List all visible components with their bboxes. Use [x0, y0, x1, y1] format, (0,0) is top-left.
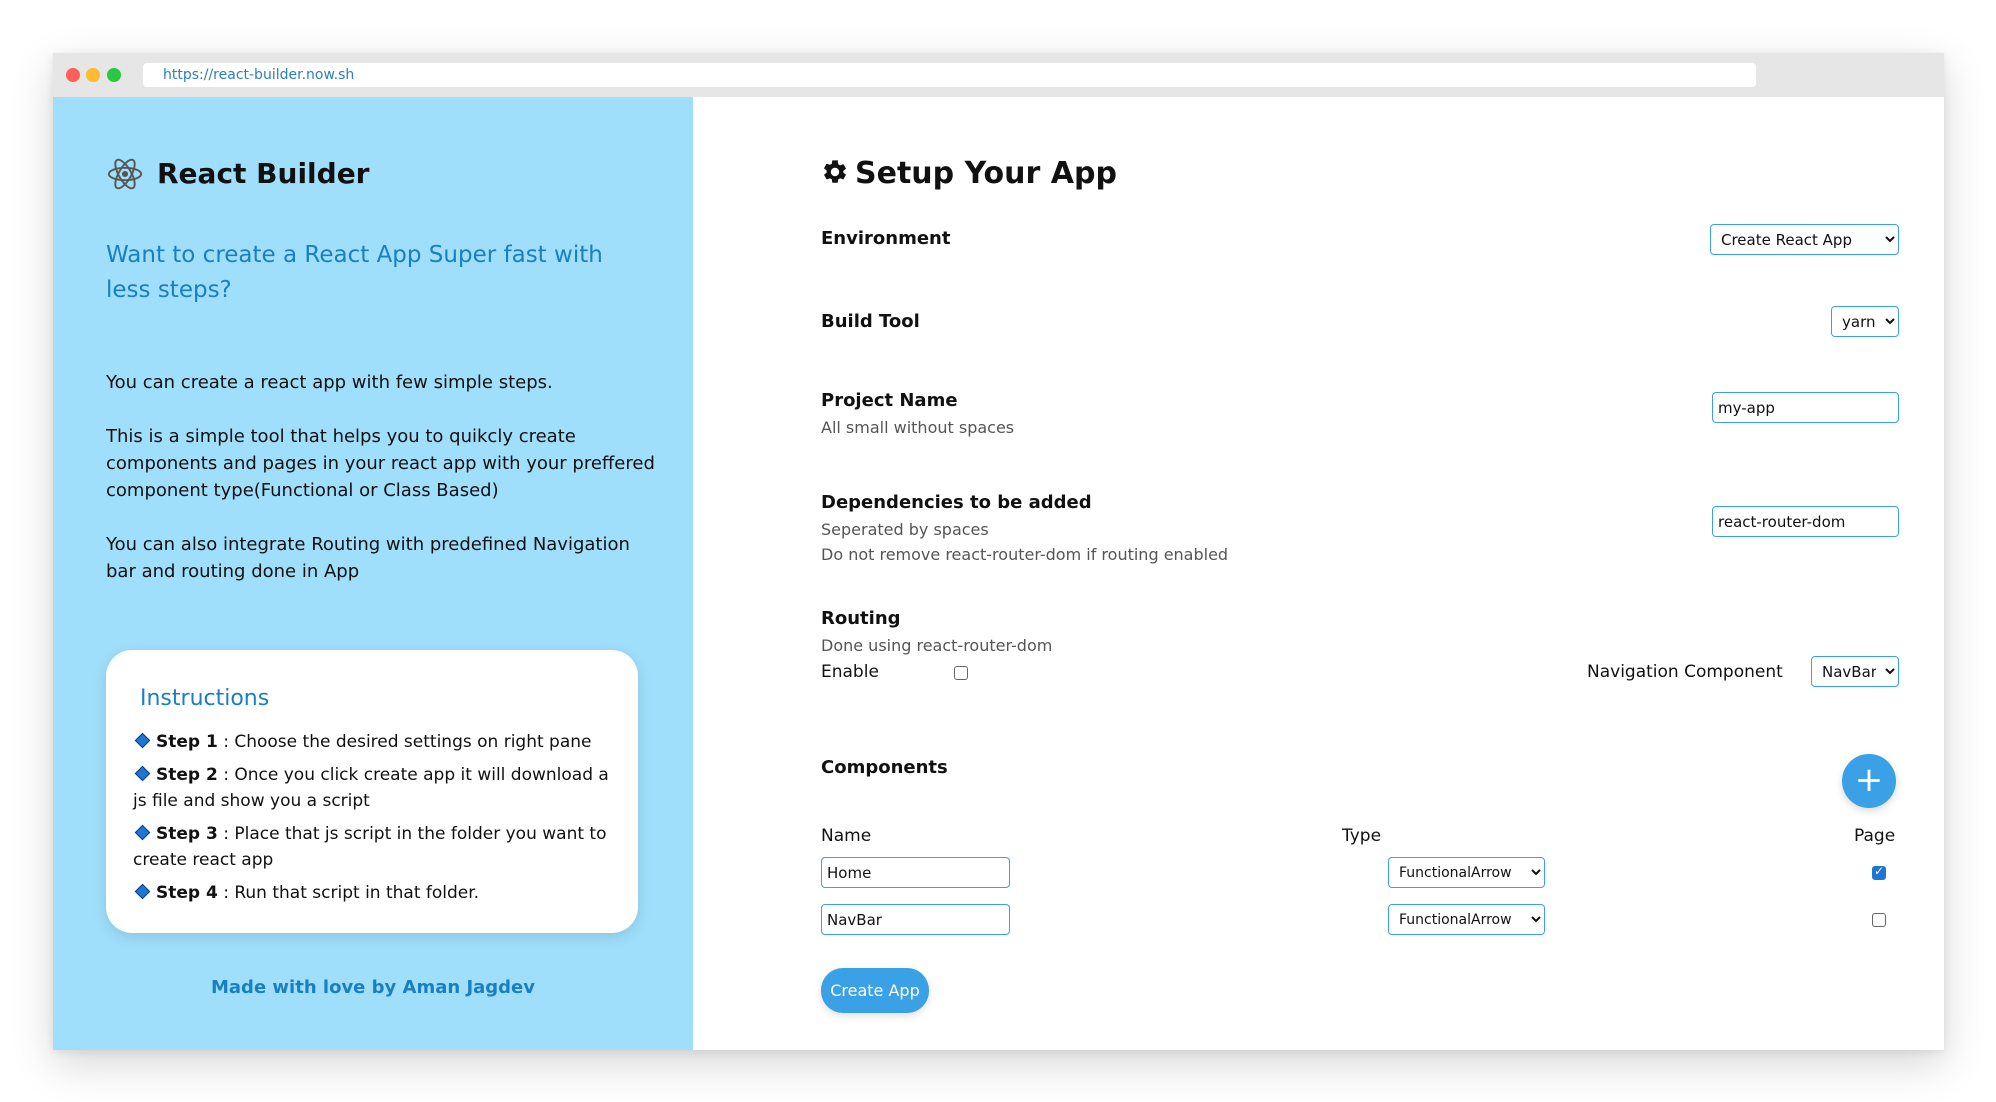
diamond-bullet-icon [135, 884, 151, 900]
setup-title: Setup Your App [821, 152, 1117, 196]
project-name-label: Project Name [821, 390, 958, 411]
react-atom-icon [106, 155, 144, 193]
intro-paragraph-3: You can also integrate Routing with predefined Navigation bar and routing done in App [106, 534, 630, 582]
navigation-component-select[interactable] [1811, 656, 1899, 687]
maximize-window-dot[interactable] [107, 68, 121, 82]
info-panel [53, 97, 693, 1050]
routing-hint: Done using react-router-dom [821, 636, 1053, 655]
intro-paragraph-2: This is a simple tool that helps you to quikcly create components and pages in your react app with your preffered component type(Functional or Class Based) [106, 426, 655, 501]
column-header-type: Type [1342, 826, 1382, 846]
create-app-button[interactable]: Create App [821, 968, 929, 1013]
component-page-checkbox-home[interactable] [1872, 866, 1886, 880]
minimize-window-dot[interactable] [86, 68, 100, 82]
address-bar[interactable]: https://react-builder.now.sh [143, 63, 1756, 87]
project-name-input[interactable] [1712, 392, 1899, 423]
instruction-step-2: Step 2 : Once you click create app it will download a js file and show you a script [133, 765, 609, 811]
column-header-name: Name [821, 826, 872, 846]
diamond-bullet-icon [135, 733, 151, 749]
diamond-bullet-icon [135, 825, 151, 841]
navigation-component-label: Navigation Component [1587, 662, 1783, 682]
component-name-input-home[interactable] [821, 857, 1010, 888]
project-name-hint: All small without spaces [821, 418, 1015, 437]
browser-window [53, 53, 1944, 1050]
instruction-step-4: Step 4 : Run that script in that folder. [133, 880, 623, 906]
dependencies-input[interactable] [1712, 506, 1899, 537]
environment-select[interactable] [1710, 224, 1899, 255]
intro-paragraph-1: You can create a react app with few simple steps. [106, 372, 553, 393]
setup-panel [693, 97, 1944, 1050]
tagline: Want to create a React App Super fast with less steps? [106, 242, 603, 303]
add-component-button[interactable] [1842, 754, 1896, 808]
diamond-bullet-icon [135, 766, 151, 782]
dependencies-label: Dependencies to be added [821, 492, 1092, 513]
routing-enable-label: Enable [821, 662, 879, 682]
components-label: Components [821, 757, 948, 778]
close-window-dot[interactable] [66, 68, 80, 82]
component-name-input-navbar[interactable] [821, 904, 1010, 935]
component-type-select-home[interactable] [1388, 857, 1545, 888]
brand-title: React Builder [157, 157, 370, 190]
component-page-checkbox-navbar[interactable] [1872, 913, 1886, 927]
dependencies-hint-1: Seperated by spaces [821, 520, 989, 539]
plus-icon: + [1854, 760, 1884, 800]
instructions-title: Instructions [140, 686, 270, 711]
footer-credit: Made with love by Aman Jagdev [211, 977, 535, 998]
column-header-page: Page [1854, 826, 1896, 846]
routing-label: Routing [821, 608, 901, 629]
environment-label: Environment [821, 228, 951, 249]
browser-titlebar [53, 53, 1944, 97]
component-type-select-navbar[interactable] [1388, 904, 1545, 935]
build-tool-label: Build Tool [821, 311, 920, 332]
dependencies-hint-2: Do not remove react-router-dom if routing enabled [821, 545, 1229, 564]
instruction-step-3: Step 3 : Place that js script in the folder you want to create react app [133, 824, 607, 870]
instructions-card [106, 650, 638, 933]
gear-icon [821, 158, 849, 186]
build-tool-select[interactable] [1831, 306, 1899, 337]
routing-enable-checkbox[interactable] [954, 666, 968, 680]
instruction-step-1: Step 1 : Choose the desired settings on right pane [133, 729, 623, 755]
